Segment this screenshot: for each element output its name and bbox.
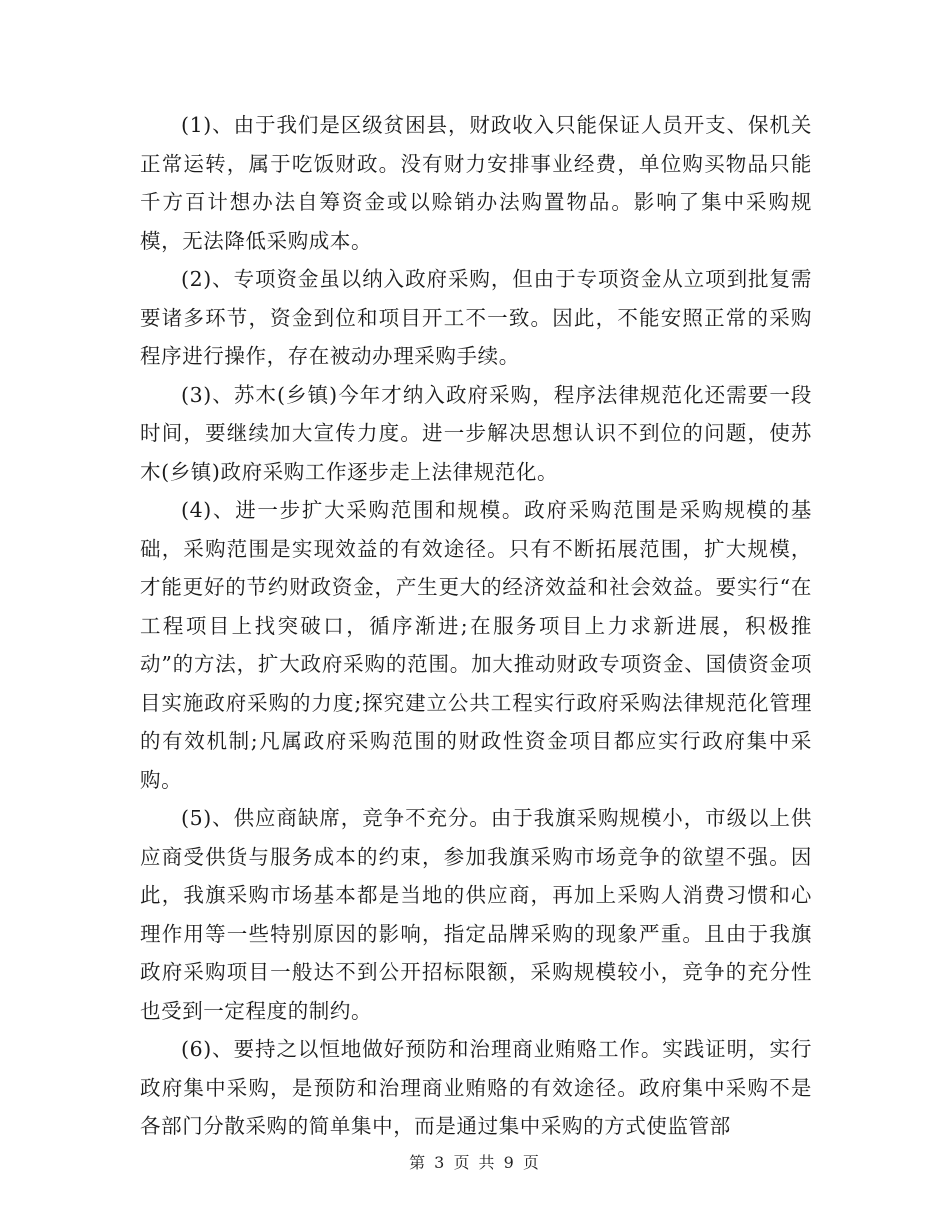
- page-number-footer: 第 3 页 共 9 页: [409, 1153, 541, 1172]
- paragraph-4: (4)、进一步扩大采购范围和规模。政府采购范围是采购规模的基础，采购范围是实现效益的有效途径。只有不断拓展范围，扩大规模，才能更好的节约财政资金，产生更大的经济效益和社会效益。要实行“在工程项目上找突破口，循序渐进;在服务项目上力求新进展，积极推动”的方法，扩大政府采购的范围。加大推动财政专项资金、国债资金项目实施政府采购的力度;探究建立公共工程实行政府采购法律规范化管理的有效机制;凡属政府采购范围的财政性资金项目都应实行政府集中采购。: [140, 498, 812, 792]
- paragraph-2: (2)、专项资金虽以纳入政府采购，但由于专项资金从立项到批复需要诸多环节，资金到位和项目开工不一致。因此，不能安照正常的采购程序进行操作，存在被动办理采购手续。: [140, 267, 812, 368]
- document-body: [140, 106, 812, 1146]
- paragraph-5: (5)、供应商缺席，竞争不充分。由于我旗采购规模小，市级以上供应商受供货与服务成本的约束，参加我旗采购市场竞争的欲望不强。因此，我旗采购市场基本都是当地的供应商，再加上采购人消费习惯和心理作用等一些特别原因的影响，指定品牌采购的现象严重。且由于我旗政府采购项目一般达不到公开招标限额，采购规模较小，竞争的充分性也受到一定程度的制约。: [140, 806, 812, 1023]
- paragraph-1: (1)、由于我们是区级贫困县，财政收入只能保证人员开支、保机关正常运转，属于吃饭财政。没有财力安排事业经费，单位购买物品只能千方百计想办法自筹资金或以赊销办法购置物品。影响了集中采购规模，无法降低采购成本。: [140, 113, 812, 253]
- paragraph-6: (6)、要持之以恒地做好预防和治理商业贿赂工作。实践证明，实行政府集中采购，是预防和治理商业贿赂的有效途径。政府集中采购不是各部门分散采购的简单集中，而是通过集中采购的方式使监管部: [140, 1037, 812, 1138]
- paragraph-3: (3)、苏木(乡镇)今年才纳入政府采购，程序法律规范化还需要一段时间，要继续加大宣传力度。进一步解决思想认识不到位的问题，使苏木(乡镇)政府采购工作逐步走上法律规范化。: [140, 382, 812, 484]
